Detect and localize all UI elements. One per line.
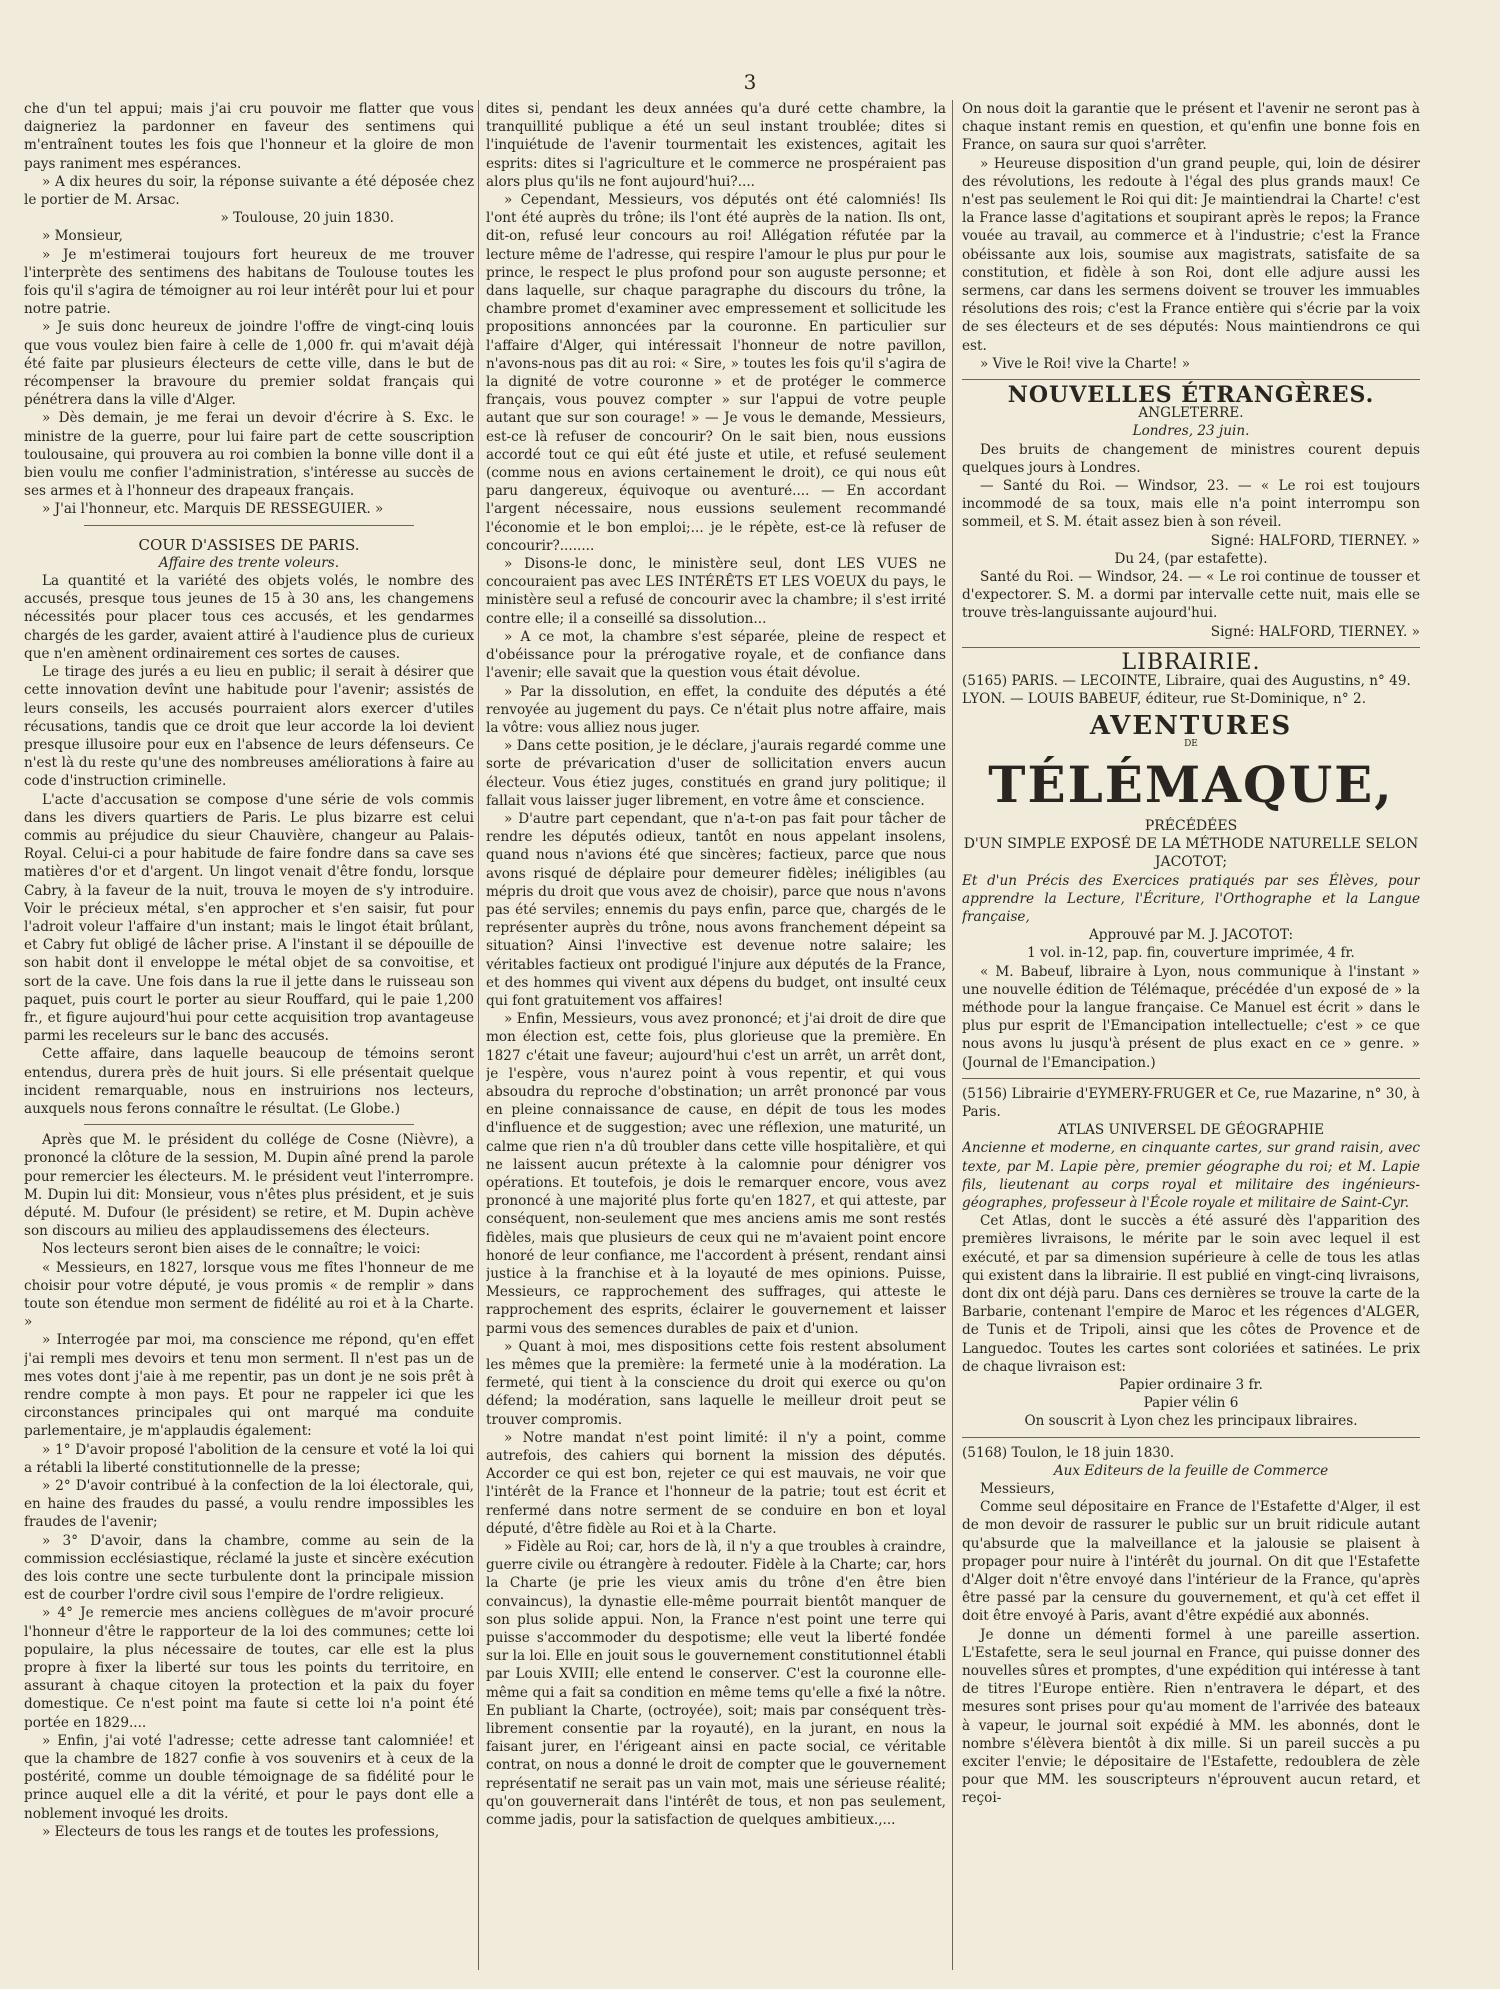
paragraph: » Dès demain, je me ferai un devoir d'écrire à S. Exc. le ministre de la guerre, pour lui faire part de cette souscription toulousaine, qui prouvera au roi combien la bonne ville dont il a bien voulu me confier l'administration, s'intéresse au succès de ses armes et à l'honneur des drapeaux français. (24, 410, 474, 500)
section-title-librairie: LIBRAIRIE. (1121, 649, 1261, 675)
signature: Signé: HALFORD, TIERNEY. » (1210, 623, 1420, 640)
paragraph: L'acte d'accusation se compose d'une série de vols commis dans les divers quartiers de Paris. Le plus bizarre est celui commis au préjudice du sieur Chauvière, changeur au Palais-Royal. Celui-ci a pour habitude de faire fondre dans sa cave ses matières d'or et d'argent. Un lingot venait d'être fondu, lorsque Cabry, à la faveur de la nuit, trouva le moyen de s'y introduire. Voir le précieux métal, s'en approcher et s'en saisir, fut pour l'adroit voleur l'affaire d'un instant; mais le lingot était brûlant, et Cabry fut obligé de lâcher prise. A l'instant il se dépouille de son habit dont il enveloppe le métal objet de sa convoitise, et sort de la cave. Une fois dans la rue il jette dans le ruisseau son paquet, puis court le porter au sieur Rouffard, qui le paie 1,200 fr., et figure aujourd'hui pour cette acquisition trop avantageuse parmi les receleurs sur le banc des accusés. (24, 791, 474, 1045)
advert-subtitle: D'UN SIMPLE EXPOSÉ DE LA MÉTHODE NATURELLE SELON JACOTOT; (963, 836, 1419, 871)
paragraph: » Par la dissolution, en effet, la conduite des députés a été renvoyée au jugement du pays. Ce n'était plus notre affaire, mais la vôtre: vous alliez nous juger. (486, 683, 946, 736)
section-divider (962, 1078, 1420, 1079)
column-2 (486, 100, 946, 1970)
advert-title-atlas: ATLAS UNIVERSEL DE GÉOGRAPHIE (1057, 1122, 1325, 1139)
advert-subtitle: PRÉCÉDÉES (1144, 817, 1238, 834)
advert-description: Et d'un Précis des Exercices pratiqués par ses Élèves, pour apprendre la Lecture, l'Écriture, l'Orthographe et la Langue française, (962, 872, 1420, 925)
paragraph: La quantité et la variété des objets volés, le nombre des accusés, presque tous jeunes de 15 à 30 ans, les changemens nécessités pour placer tous ces accusés, et les gendarmes chargés de les garder, avaient attiré à l'audience plus de curieux que n'en amènent ordinairement ces sortes de causes. (24, 573, 474, 662)
paragraph: » Interrogée par moi, ma conscience me répond, qu'en effet j'ai rempli mes devoirs et tenu mon serment. Il n'est pas un de mes votes dont j'aie à me repentir, pas un dont je ne sois prêt à rendre compte à mon pays. Et pour ne rappeler ici que les circonstances principales qui ont marqué ma conduite parlementaire, je m'applaudis également: (24, 1332, 474, 1440)
column-rule (952, 100, 953, 1970)
paragraph: Des bruits de changement de ministres courent depuis quelques jours à Londres. (962, 441, 1420, 476)
section-divider (962, 647, 1420, 648)
paragraph: » D'autre part cependant, que n'a-t-on pas fait pour tâcher de rendre les députés odieux, tantôt en nous appelant insolens, quand nous n'avions été que sincères; factieux, parce que nous avons risqué de déplaire pour demeurer fidèles; inéligibles (au mépris du droit que vous avez de choisir), parce que nous n'avons pas été serviles; ennemis du pays enfin, parce que, chargés de le représenter auprès du trône, nous avons franchement dépeint sa situation? Ainsi l'invective est devenue notre salaire; les véritables factieux ont prodigué l'injure aux députés de la France, et des hommes qui vivent aux dépens du budget, ont insulté ceux qui font gratuitement vos affaires! (486, 810, 946, 1009)
paragraph: Santé du Roi. — Windsor, 24. — « Le roi continue de tousser et d'expectorer. S. M. a dormi par intervalle cette nuit, mais elle se trouve très-languissante aujourd'hui. (962, 569, 1420, 622)
dateline: Londres, 23 juin. (1132, 423, 1250, 440)
letter-salutation: » Monsieur, (42, 228, 123, 245)
paragraph: » Fidèle au Roi; car, hors de là, il n'y a que troubles à craindre, guerre civile ou étrangère à redouter. Fidèle à la Charte; car, hors la Charte (je prie les vieux amis du trône d'en être bien convaincus), la dynastie elle-même pourrait bientôt manquer de son plus solide appui. Non, la France n'est point une terre qui puisse s'accommoder du despotisme; elle veut la liberté fondée sur la loi. Elle en jouit sous le gouvernement constitutionnel établi par Louis XVIII; elle entend le conserver. C'est la couronne elle-même qui a fait sa condition en même tems qu'elle a fixé la nôtre. En publiant la Charte, (octroyée), soit; mais par conséquent très-librement consentie par la royauté), en la jurant, en nous la faisant jurer, en l'érigeant ainsi en pacte social, ce véritable contrat, on nous a donné le droit de compter que le gouvernement représentatif ne serait pas un vain mot, mais une sérieuse réalité; qu'on gouvernerait dans l'intérêt de tous, et non pas seulement, comme jadis, pour la satisfaction de quelques ambitieux.,... (486, 1539, 946, 1829)
paragraph: » Quant à moi, mes dispositions cette fois restent absolument les mêmes que la première: la fermeté unie à la modération. La fermeté, qui tient à la conscience du droit qui exerce ou qu'on défend; la modération, sans laquelle le meilleur droit peut se trouver compromis. (486, 1338, 946, 1428)
paragraph: » Je suis donc heureux de joindre l'offre de vingt-cinq louis que vous voulez bien faire à celle de 1,000 fr. qui m'avait déjà été faite par plusieurs électeurs de cette ville, dans le but de récompenser la bravoure du premier soldat français qui pénétrera dans la ville d'Alger. (24, 319, 474, 409)
paragraph: « Messieurs, en 1827, lorsque vous me fîtes l'honneur de me choisir pour votre député, je vous promis « de remplir » dans toute son étendue mon serment de fidélité au roi et à la Charte. » (24, 1259, 474, 1331)
paragraph: » A ce mot, la chambre s'est séparée, pleine de respect et d'obéissance pour la prérogative royale, et de confiance dans l'avenir; elle savait que la question vous était dévolue. (486, 628, 946, 682)
letter-signature: » J'ai l'honneur, etc. Marquis DE RESSEGUIER. » (42, 501, 384, 518)
paragraph: Comme seul dépositaire en France de l'Estafette d'Alger, il est de mon devoir de rassurer le public sur un bruit ridicule autant qu'absurde que la malveillance et la jalousie se plaisent à propager pour nuire à l'intérêt du journal. On dit que l'Estafette d'Alger doit n'être envoyé dans l'intérieur de la France, qu'après être passé par la censure du gouvernement, et qu'à cet effet il doit être envoyé à Paris, avant d'être expédié aux abonnés. (962, 1499, 1420, 1625)
paragraph: » Heureuse disposition d'un grand peuple, qui, loin de désirer des révolutions, les redoute à l'égal des plus grands maux! Ce n'est pas seulement le Roi qui dit: Je maintiendrai la Charte! c'est la France lasse d'agitations et soupirant après le repos; la France vouée au travail, au commerce et à l'industrie; c'est la France obéissante aux lois, soumise aux magistrats, satisfaite de sa constitution, et fidèle à son Roi, dont elle adjure aussi les sermens, car dans les sermens doivent se trouver les immuables résolutions des rois; c'est la France entière qui s'écrie par la voix de ses électeurs et de ses députés: Nous maintiendrons ce qui est. (962, 155, 1420, 354)
letter-dateline: (5168) Toulon, le 18 juin 1830. (962, 1444, 1175, 1461)
paragraph: » 2° D'avoir contribué à la confection de la loi électorale, qui, en haine des fraudes du passé, a voulu rendre impossibles les fraudes de l'avenir; (24, 1478, 474, 1531)
paragraph: LYON. — LOUIS BABEUF, éditeur, rue St-Dominique, n° 2. (962, 691, 1367, 708)
paragraph: » 3° D'avoir, dans la chambre, comme au sein de la commission ecclésiastique, réclamé la juste et sincère exécution des lois contre une secte turbulente dont la principale mission est de courber l'ordre civil sous l'empire de l'ordre religieux. (24, 1532, 474, 1604)
paragraph: Cette affaire, dans laquelle beaucoup de témoins seront entendus, durera près de huit jours. Si elle présentait quelque incident remarquable, nous en instruirions nos lecteurs, auxquels nous ferons connaître le résultat. (Le Globe.) (24, 1046, 474, 1117)
paragraph: Le tirage des jurés a eu lieu en public; il serait à désirer que cette innovation devînt une habitude pour l'avenir; assistés de leurs conseils, les accusés pourraient alors exercer d'utiles récusations, tandis que ce droit que leur accorde la loi devient presque illusoire pour eux en l'absence de leurs défenseurs. Ce n'est là du reste qu'une des nombreuses améliorations à faire au code d'instruction criminelle. (24, 664, 474, 790)
paragraph: » 4° Je remercie mes anciens collègues de m'avoir procuré l'honneur d'être le rapporteur de la loi des communes; cette loi populaire, la plus nécessaire de toutes, car elle est la plus propre à fixer la liberté sur tous les points du territoire, en assurant à chaque citoyen la protection et la paix du foyer domestique. Ce n'est point ma faute si cette loi n'a point été portée en 1829.... (24, 1605, 474, 1731)
paragraph: « M. Babeuf, libraire à Lyon, nous communique à l'instant » une nouvelle édition de Télémaque, précédée d'un exposé de » la méthode pour la langue française. Ce Manuel est écrit » dans le plus pur esprit de l'Emancipation intellectuelle; c'est » ce que nous avons lu jusqu'à présent de plus exact en ce » genre. » (Journal de l'Emancipation.) (962, 963, 1420, 1071)
page-number: 3 (743, 70, 757, 94)
paragraph: » Enfin, j'ai voté l'adresse; cette adresse tant calomniée! et que la chambre de 1827 confie à vos souvenirs et à ceux de la postérité, comme un double témoignage de sa fidélité pour le prince auquel elle a dit la vérité, et pour le pays dont elle a noblement invoqué les droits. (24, 1732, 474, 1822)
section-divider (84, 1124, 414, 1125)
letter-addressee: Aux Editeurs de la feuille de Commerce (1053, 1462, 1329, 1479)
paragraph: » Dans cette position, je le déclare, j'aurais regardé comme une sorte de prévarication d'user de sollicitation envers aucun électeur. Vous étiez juges, constitués en grand jury politique; il fallait vous laisser juger librement, en votre âme et conscience. (486, 738, 946, 809)
paragraph: » Cependant, Messieurs, vos députés ont été calomniés! Ils l'ont été auprès du trône; ils l'ont été auprès de la nation. Ils ont, dit-on, refusé leur concours au roi! Allégation réfutée par la lecture même de l'adresse, qui respire l'amour le plus pur pour le prince, le respect le plus profond pour son auguste personne; et dans laquelle, sur chaque paragraphe du discours du trône, la chambre promet d'examiner avec empressement et sollicitude les propositions annoncées par la couronne. En particulier sur l'affaire d'Alger, qui intéressait l'honneur de notre pavillon, n'avons-nous pas dit au roi: « Sire, » toutes les fois qu'il s'agira de la dignité de votre couronne » et de protéger le commerce français, vous pouvez compter » sur l'appui de votre peuple autant que sur son courage! » — Je vous le demande, Messieurs, est-ce là refuser de concourir? On le sait bien, nous eussions accordé tout ce qui eût été juste et utile, et refusé seulement (comme nous en avions certainement le droit), ce qui nous eût paru dangereux, équivoque ou aventuré.... — En accordant l'argent nécessaire, nous eussions seulement recommandé l'économie et le bon emploi;... je le répète, est-ce là refuser de concourir?........ (486, 192, 946, 554)
dateline: Du 24, (par estafette). (1114, 550, 1268, 567)
advert-title-telemaque: TÉLÉMAQUE, (988, 754, 1394, 814)
signature: Signé: HALFORD, TIERNEY. » (1210, 532, 1420, 549)
paragraph: » 1° D'avoir proposé l'abolition de la censure et voté la loi qui a rétabli la liberté constitutionnelle de la presse; (24, 1441, 474, 1476)
paragraph: » Disons-le donc, le ministère seul, dont LES VUES ne concouraient pas avec LES INTÉRÊTS ET LES VOEUX du pays, le ministère seul a refusé de concourir avec la chambre; il s'est irrité contre elle; il a conseillé sa dissolution... (486, 556, 946, 627)
column-rule (478, 100, 479, 1970)
paragraph: (5165) PARIS. — LECOINTE, Libraire, quai des Augustins, n° 49. (962, 673, 1411, 690)
paragraph: » Notre mandat n'est point limité: il n'y a point, comme autrefois, des cahiers qui bornent la mission des députés. Accorder ce qui est bon, rejeter ce qui est mauvais, ne voir que l'intérêt de la France et l'honneur de la patrie; tout est écrit et renfermé dans notre serment de se conduire en bon et loyal député, d'être fidèle au Roi et à la Charte. (486, 1429, 946, 1537)
column-1 (24, 100, 474, 1970)
price-line: Papier ordinaire 3 fr. (1119, 1377, 1263, 1393)
subscription-note: On souscrit à Lyon chez les principaux libraires. (1024, 1413, 1358, 1430)
section-title-nouvelles-etrangeres: NOUVELLES ÉTRANGÈRES. (1007, 382, 1375, 409)
paragraph: Cet Atlas, dont le succès a été assuré dès l'apparition des premières livraisons, le mérite par le soin avec lequel il est exécuté, et par sa dimension supérieure à celle de tous les atlas qui existent dans la librairie. Il est publié en vingt-cinq livraisons, dont dix ont déjà paru. Dans ces dernières se trouve la carte de la Barbarie, contenant l'empire de Maroc et les régences d'ALGER, de Tunis et de Tripoli, ainsi que les côtes de Provence et de Languedoc. Toutes les cartes sont coloriées et satinées. Le prix de chaque livraison est: (962, 1213, 1420, 1375)
paragraph: » Je m'estimerai toujours fort heureux de me trouver l'interprète des sentimens des habitans de Toulouse toutes les fois qu'il s'agira de témoigner au roi leur intérêt pour lui et pour notre patrie. (24, 246, 474, 318)
paragraph: (5156) Librairie d'EYMERY-FRUGER et Ce, rue Mazarine, n° 30, à Paris. (962, 1085, 1420, 1120)
paragraph: » A dix heures du soir, la réponse suivante a été déposée chez le portier de M. Arsac. (24, 173, 474, 209)
advert-approval: Approuvé par M. J. JACOTOT: (1088, 927, 1294, 944)
letter-dateline: » Toulouse, 20 juin 1830. (220, 210, 394, 227)
country-heading: ANGLETERRE. (1138, 405, 1244, 422)
paragraph: » Enfin, Messieurs, vous avez prononcé; et j'ai droit de dire que mon élection est, cette fois, plus glorieuse que la première. En 1827 c'était une faveur; aujourd'hui c'est un arrêt, un arrêt dont, je l'espère, vous n'aurez point à vous repentir, et qui vous absoudra du reproche d'obstination; un arrêt prononcé par vous en pleine connaissance de cause, en dépit de tous les modes d'influence et de suggestion; avec une réflexion, une maturité, un calme que rien n'a dû troubler dans cette ville hospitalière, et qui ne laissent aucun prétexte à la calomnie pour dénigrer vos opérations. Et toutefois, je dois le remarquer encore, vous avez prononcé à une majorité plus forte qu'en 1827, et qui atteste, par conséquent, non-seulement que mes anciens amis me sont restés fidèles, mais que plusieurs de ceux qui ne m'avaient point encore honoré de leur confiance, me l'accordent à présent, rendant ainsi justice à la franchise et à la loyauté de mes opinions. Puisse, Messieurs, ce rapprochement des suffrages, qui atteste le rapprochement des esprits, éclairer le gouvernement et laisser parmi vous des semences durables de paix et d'union. (486, 1011, 946, 1337)
paragraph: — Santé du Roi. — Windsor, 23. — « Le roi est toujours incommodé de sa toux, mais elle n'a point interrompu son sommeil, et S. M. était assez bien à son réveil. (962, 478, 1420, 531)
letter-salutation: Messieurs, (980, 1481, 1055, 1498)
advert-title-de: DE (1184, 738, 1198, 749)
paragraph: Après que M. le président du collége de Cosne (Nièvre), a prononcé la clôture de la session, M. Dupin aîné prend la parole pour remercier les électeurs. M. le président veut l'interrompre. M. Dupin lui dit: Monsieur, vous n'êtes plus président, et je suis député. M. Dufour (le président) se retire, et M. Dupin achève son discours au milieu des applaudissemens des électeurs. (24, 1132, 474, 1240)
advert-description: Ancienne et moderne, en cinquante cartes, sur grand raisin, avec texte, par M. Lapie père, premier géographe du roi; et M. Lapie fils, lieutenant au corps royal et militaire des ingénieurs-géographes, professeur à l'École royale et militaire de Saint-Cyr. (962, 1140, 1420, 1211)
paragraph: » Electeurs de tous les rangs et de toutes les professions, (42, 1823, 440, 1840)
paragraph: On nous doit la garantie que le présent et l'avenir ne seront pas à chaque instant remis en question, et qu'enfin une bonne fois en France, on saura sur quoi s'arrêter. (962, 101, 1420, 154)
paragraph: Nos lecteurs seront bien aises de le connaître; le voici: (42, 1241, 421, 1258)
paragraph: dites si, pendant les deux années qu'a duré cette chambre, la tranquillité publique a été un seul instant troublée; dites si l'inquiétude de l'avenir tourmentait les existences, agitait les esprits: dites si l'agriculture et le commerce ne prospéraient pas alors plus qu'ils ne font aujourd'hui?.... (486, 101, 946, 190)
advert-title-aventures: AVENTURES (1089, 710, 1293, 741)
paragraph: che d'un tel appui; mais j'ai cru pouvoir me flatter que vous daigneriez la pardonner en faveur des sentimens qui m'entraînent toutes les fois que l'honneur et la gloire de mon pays raniment mes espérances. (24, 101, 474, 172)
paragraph: » Vive le Roi! vive la Charte! » (980, 355, 1191, 372)
column-3 (962, 100, 1420, 1970)
section-subtitle: Affaire des trente voleurs. (158, 554, 340, 571)
section-divider (962, 1437, 1420, 1438)
section-divider (84, 525, 414, 526)
section-title-cour-assises: COUR D'ASSISES DE PARIS. (138, 535, 360, 554)
price-line: Papier vélin 6 (1143, 1395, 1239, 1412)
advert-price: 1 vol. in-12, pap. fin, couverture imprimée, 4 fr. (1027, 945, 1355, 962)
paragraph: Je donne un démenti formel à une pareille assertion. L'Estafette, sera le seul journal en France, qui puisse donner des nouvelles sûres et promptes, d'une expédition qui intéresse à tant de titres l'Europe entière. Rien n'entravera le départ, et des mesures sont prises pour qu'au moment de l'arrivée des bateaux à vapeur, le journal soit expédié à MM. les abonnés, dont le nombre s'élèvera bientôt à dix mille. Si un pareil succès a pu exciter l'envie; le dépositaire de l'Estafette, redoublera de zèle pour que MM. les souscripteurs n'éprouvent aucun retard, et reçoi- (962, 1626, 1420, 1807)
section-divider (962, 379, 1420, 380)
